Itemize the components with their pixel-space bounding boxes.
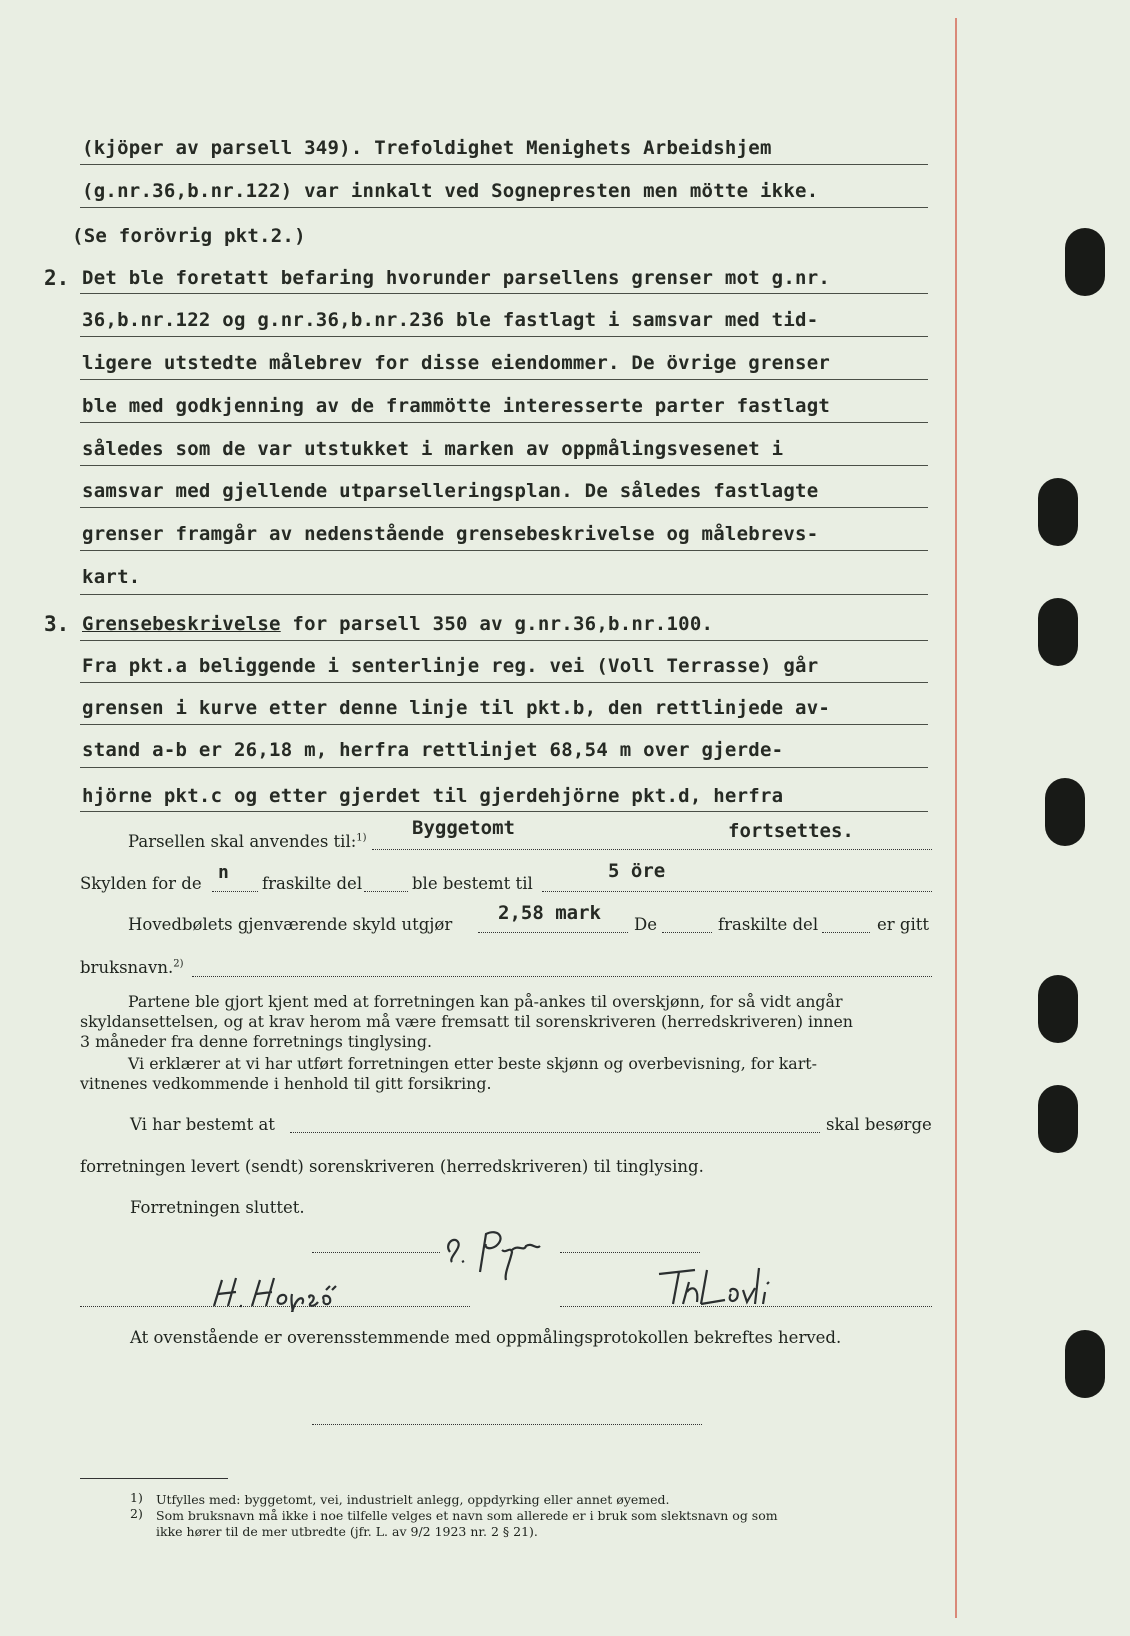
section-heading-rest: for parsell 350 av g.nr.36,b.nr.100. [280,613,714,635]
ruled-line [80,594,928,595]
ruled-line [80,811,928,812]
footnote-rule [80,1478,228,1479]
binder-hole [1038,478,1078,546]
ruled-line [80,507,928,508]
ruled-line [80,336,928,337]
binder-hole [1045,778,1085,846]
footnote-mark: 1) [130,1490,143,1505]
dotted-fill-line [560,1306,932,1307]
dotted-fill-line [192,976,932,977]
binder-hole [1065,228,1105,296]
signature-text: S. Pyn [440,1222,444,1223]
skyld-de-value: n [218,862,229,883]
skyld-value: 5 öre [608,860,666,882]
dotted-fill-line [478,932,628,933]
dotted-fill-line [312,1424,702,1425]
dotted-fill-line [822,932,870,933]
remaining-value: 2,58 mark [498,902,601,924]
delivery-label-b: skal besørge [826,1115,932,1134]
closing-text: Forretningen sluttet. [130,1198,305,1217]
bruksnavn-label: bruksnavn.$^{2)}$ [80,958,184,977]
certification-text: At ovenstående er overensstemmende med oppmålingsprotokollen bekreftes herved. [130,1328,842,1347]
signature-image [655,1262,785,1308]
declaration-paragraph [80,1054,932,1094]
dotted-fill-line [560,1252,700,1253]
section-line: samsvar med gjellende utparselleringsplan. De således fastlagte [82,480,819,502]
dotted-fill-line [312,1252,440,1253]
binder-hole [1038,1085,1078,1153]
dotted-fill-line [80,1306,470,1307]
footnote-1: Utfylles med: byggetomt, vei, industrielt anlegg, oppdyrking eller annet øyemed. [156,1492,670,1507]
ruled-line [80,724,928,725]
remaining-label: Hovedbølets gjenværende skyld utgjør [128,915,453,934]
ruled-line [80,379,928,380]
section-line: ligere utstedte målebrev for disse eiendommer. De övrige grenser [82,352,831,374]
ruled-line [80,422,928,423]
de-label: De [634,915,657,934]
section-number: 2. [44,266,70,290]
dotted-fill-line [364,891,408,892]
section-line: stand a-b er 26,18 m, herfra rettlinjet 68,54 m over gjerde- [82,739,784,761]
paragraph-line: vitnenes vedkommende i henhold til gitt forsikring. [80,1074,492,1093]
section-line: grensen i kurve etter denne linje til pkt.b, den rettlinjede av- [82,697,831,719]
dotted-fill-line [290,1132,820,1133]
red-margin-line [955,18,957,1618]
skyld-label-c: ble bestemt til [412,874,533,893]
dotted-fill-line [542,891,932,892]
signature-text: H. Hopsö [206,1272,211,1273]
binder-hole [1038,975,1078,1043]
ruled-line [80,767,928,768]
section-line: grenser framgår av nedenstående grensebeskrivelse og målebrevs- [82,523,819,545]
paragraph-line: 3 måneder fra denne forretnings tinglysing. [80,1032,432,1051]
section-line: ble med godkjenning av de frammötte interesserte parter fastlagt [82,395,831,417]
ruled-line [80,640,928,641]
use-label: Parsellen skal anvendes til:$^{1)}$ [128,832,367,851]
section-line: hjörne pkt.c og etter gjerdet til gjerdehjörne pkt.d, herfra [82,785,784,807]
delivery-label-a: Vi har bestemt at [130,1115,275,1134]
use-value: Byggetomt [412,817,515,839]
gitt-label: er gitt [877,915,929,934]
ruled-line [80,207,928,208]
continuation-line: (kjöper av parsell 349). Trefoldighet Menighets Arbeidshjem [82,137,772,159]
ruled-line [80,293,928,294]
binder-hole [1065,1330,1105,1398]
ruled-line [80,164,928,165]
section-line: Det ble foretatt befaring hvorunder parsellens grenser mot g.nr. [82,267,831,289]
fraskilte-label: fraskilte del [718,915,819,934]
ruled-line [80,465,928,466]
dotted-fill-line [372,849,932,850]
signature-image [440,1222,560,1284]
paragraph-line: Vi erklærer at vi har utført forretningen etter beste skjønn og overbevisning, for kart- [128,1054,817,1073]
delivery-line2: forretningen levert (sendt) sorenskriveren (herredskriveren) til tinglysing. [80,1157,704,1176]
skyld-label-b: fraskilte del [262,874,363,893]
section-line: kart. [82,566,141,588]
appeal-paragraph [80,992,932,1052]
footnote-2: Som bruksnavn må ikke i noe tilfelle velges et navn som allerede er i bruk som slektsnavn og som ikke hører til de mer utbredte (jfr. L. av 9/2 1923 nr. 2 § 21). [156,1508,778,1539]
signature-text: Th. Lövli [655,1262,660,1263]
section-line: 36,b.nr.122 og g.nr.36,b.nr.236 ble fastlagt i samsvar med tid- [82,309,819,331]
section-number: 3. [44,612,70,636]
dotted-fill-line [662,932,712,933]
section-line: således som de var utstukket i marken av oppmålingsvesenet i [82,438,784,460]
continued-note: fortsettes. [728,820,854,842]
skyld-label-a: Skylden for de [80,874,202,893]
section-heading: Grensebeskrivelse [82,613,281,635]
section-line: Fra pkt.a beliggende i senterlinje reg. vei (Voll Terrasse) går [82,655,819,677]
section-heading-line [82,613,713,635]
footnote-mark: 2) [130,1506,143,1521]
ruled-line [80,682,928,683]
binder-hole [1038,598,1078,666]
continuation-line: (Se forövrig pkt.2.) [72,225,306,247]
continuation-line: (g.nr.36,b.nr.122) var innkalt ved Sognepresten men mötte ikke. [82,180,819,202]
ruled-line [80,550,928,551]
paragraph-line: Partene ble gjort kjent med at forretningen kan på-ankes til overskjønn, for så vidt angår [128,992,843,1011]
dotted-fill-line [212,891,258,892]
paragraph-line: skyldansettelsen, og at krav herom må være fremsatt til sorenskriveren (herredskriveren) innen [80,1012,853,1031]
